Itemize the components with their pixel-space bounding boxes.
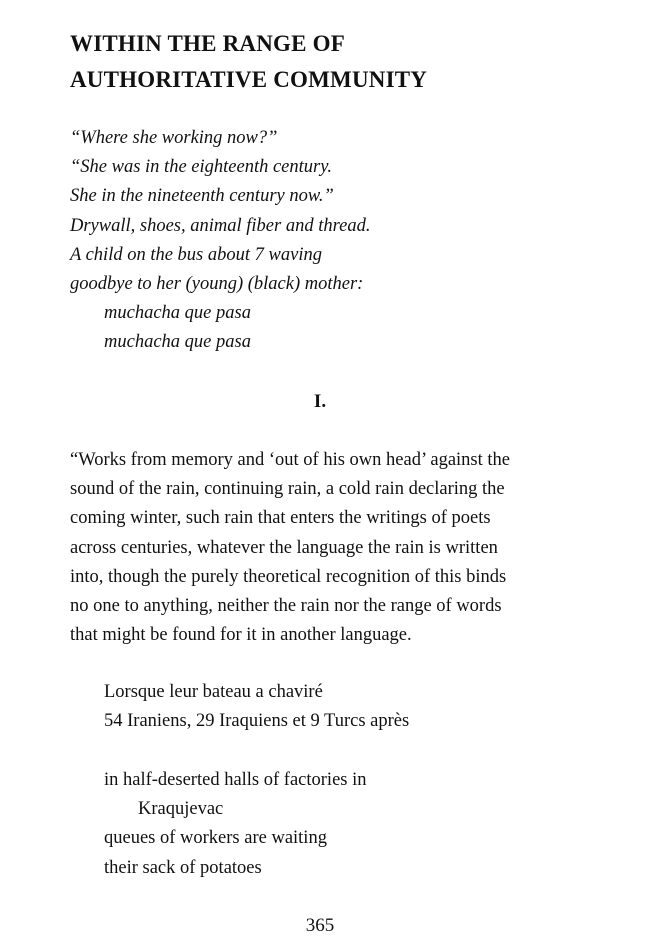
prose-line: that might be found for it in another language. xyxy=(70,625,412,646)
epigraph xyxy=(70,124,590,358)
section-heading: I. xyxy=(313,391,327,412)
epigraph-refrain-line: muchacha que pasa xyxy=(104,303,251,324)
epigraph-line: Drywall, shoes, animal fiber and thread. xyxy=(70,215,371,236)
prose-line: “Works from memory and ‘out of his own head’ against the xyxy=(70,450,510,470)
epigraph-line: She in the nineteenth century now.” xyxy=(70,186,334,207)
stanza-line-indented: Kraqujevac xyxy=(138,799,224,820)
stanza-line: 54 Iraniens, 29 Iraquiens et 9 Turcs après xyxy=(104,711,410,732)
stanza-line: in half-deserted halls of factories in xyxy=(104,770,367,790)
french-stanza xyxy=(70,678,590,736)
epigraph-line: “She was in the eighteenth century. xyxy=(70,157,333,178)
prose-line: across centuries, whatever the language the rain is written xyxy=(70,537,498,558)
epigraph-line: goodbye to her (young) (black) mother: xyxy=(70,273,364,294)
prose-line: coming winter, such rain that enters the writings of poets xyxy=(70,508,491,529)
prose-line: sound of the rain, continuing rain, a cold rain declaring the xyxy=(70,479,505,500)
poem-title xyxy=(70,26,610,98)
epigraph-refrain-line: muchacha que pasa xyxy=(104,332,251,353)
stanza-line: Lorsque leur bateau a chaviré xyxy=(104,682,323,702)
title-line-1: WITHIN THE RANGE OF xyxy=(70,31,345,56)
prose-paragraph xyxy=(70,446,590,650)
epigraph-line: A child on the bus about 7 waving xyxy=(70,244,322,265)
epigraph-line: “Where she working now?” xyxy=(70,128,278,148)
stanza-line: queues of workers are waiting xyxy=(104,828,327,849)
page-number: 365 xyxy=(305,915,335,936)
prose-line: no one to anything, neither the rain nor the range of words xyxy=(70,595,502,616)
factory-stanza xyxy=(70,766,590,883)
stanza-line: their sack of potatoes xyxy=(104,857,262,878)
title-line-2: AUTHORITATIVE COMMUNITY xyxy=(70,67,428,92)
prose-line: into, though the purely theoretical recognition of this binds xyxy=(70,566,507,587)
